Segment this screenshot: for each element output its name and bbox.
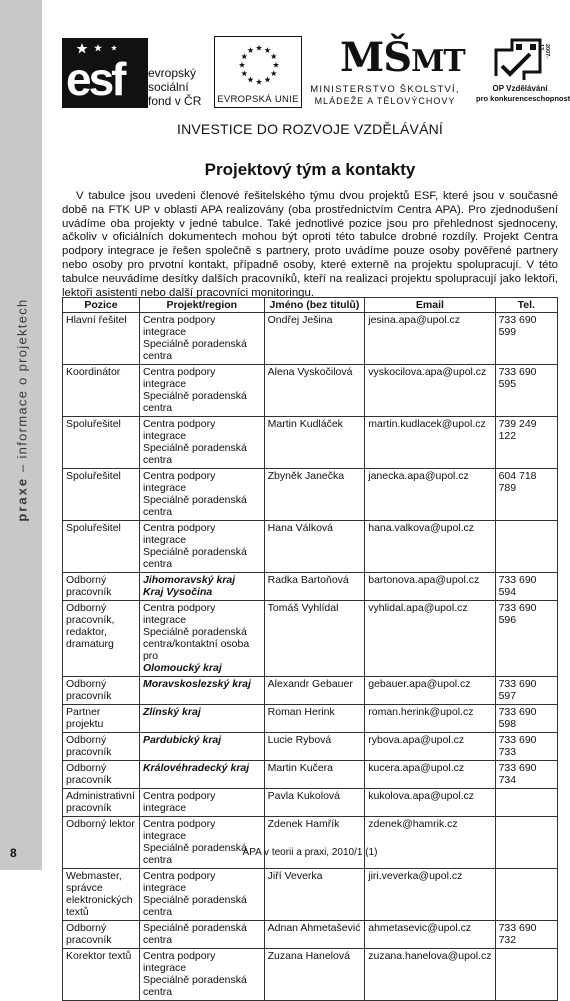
cell-tel: 733 690 596 xyxy=(495,601,557,677)
cell-jmeno: Martin Kudláček xyxy=(264,417,365,469)
table-row xyxy=(63,789,558,817)
cell-email[interactable]: kukolova.apa@upol.cz xyxy=(365,789,495,817)
side-section-label xyxy=(15,298,30,521)
col-header-projekt: Projekt/region xyxy=(139,298,264,313)
cell-jmeno: Hana Válková xyxy=(264,521,365,573)
cell-email[interactable]: roman.herink@upol.cz xyxy=(365,705,495,733)
cell-pozice: Spoluřešitel xyxy=(63,521,140,573)
table-row xyxy=(63,313,558,365)
cell-projekt-region: Olomoucký kraj xyxy=(142,662,222,674)
cell-projekt: Moravskoslezský kraj xyxy=(139,677,264,705)
eu-label: EVROPSKÁ UNIE xyxy=(217,94,299,105)
op-line2: pro konkurenceschopnost xyxy=(476,94,570,103)
page-number: 8 xyxy=(10,846,17,860)
cell-email[interactable]: martin.kudlacek@upol.cz xyxy=(365,417,495,469)
cell-projekt: Centra podpory integrace xyxy=(139,789,264,817)
table-row xyxy=(63,761,558,789)
cell-email[interactable]: kucera.apa@upol.cz xyxy=(365,761,495,789)
cell-email[interactable]: vyhlidal.apa@upol.cz xyxy=(365,601,495,677)
table-row xyxy=(63,949,558,1001)
cell-jmeno: Pavla Kukolová xyxy=(264,789,365,817)
op-emblem-icon xyxy=(488,36,548,82)
cell-projekt xyxy=(139,601,264,677)
esf-caption-line: fond v ČR xyxy=(148,94,202,108)
eu-stars-icon xyxy=(235,41,283,89)
cell-email[interactable]: jiri.veverka@upol.cz xyxy=(365,869,495,921)
cell-jmeno: Tomáš Vyhlídal xyxy=(264,601,365,677)
eu-star xyxy=(239,62,245,68)
cell-jmeno: Zbyněk Janečka xyxy=(264,469,365,521)
esf-logo xyxy=(62,38,148,108)
cell-jmeno: Alexandr Gebauer xyxy=(264,677,365,705)
cell-pozice: Administrativní pracovník xyxy=(63,789,140,817)
team-table xyxy=(62,297,558,1001)
cell-tel xyxy=(495,521,557,573)
cell-pozice: Webmaster, správce elektronických textů xyxy=(63,869,140,921)
cell-pozice: Odborný pracovník xyxy=(63,573,140,601)
msmt-line1: MINISTERSTVO ŠKOLSTVÍ, xyxy=(310,84,460,95)
cell-projekt: Centra podpory integrace Speciálně poradenská centra xyxy=(139,817,264,869)
cell-tel: 739 249 122 xyxy=(495,417,557,469)
table-row xyxy=(63,817,558,869)
cell-pozice: Odborný pracovník xyxy=(63,761,140,789)
page-title: Projektový tým a kontakty xyxy=(204,160,416,179)
table-row xyxy=(63,921,558,949)
esf-caption xyxy=(148,66,201,108)
cell-jmeno: Ondřej Ješina xyxy=(264,313,365,365)
esf-mark: esf xyxy=(66,53,124,105)
cell-jmeno: Jiří Veverka xyxy=(264,869,365,921)
cell-pozice: Spoluřešitel xyxy=(63,417,140,469)
cell-tel: 733 690 598 xyxy=(495,705,557,733)
cell-jmeno: Martin Kučera xyxy=(264,761,365,789)
cell-tel: 733 690 732 xyxy=(495,921,557,949)
col-header-jmeno: Jméno (bez titulů) xyxy=(264,298,365,313)
eu-star xyxy=(256,79,262,85)
journal-footer: APA v teorii a praxi, 2010/1 (1) xyxy=(242,847,378,858)
table-header-row xyxy=(63,298,558,313)
cell-projekt: Centra podpory integrace Speciálně poradenská centra xyxy=(139,365,264,417)
eu-star xyxy=(273,62,279,68)
msmt-mark-icon: MŠMT xyxy=(340,34,465,81)
cell-jmeno: Alena Vyskočilová xyxy=(264,365,365,417)
cell-projekt: Centra podpory integrace Speciálně poradenská centra xyxy=(139,869,264,921)
table-row xyxy=(63,601,558,677)
cell-tel xyxy=(495,869,557,921)
intro-paragraph: V tabulce jsou uvedeni členové řešitelského týmu dvou projektů ESF, které jsou v současné době na FTK UP v oblasti APA realizovány (oba prostřednictvím Centra APA). Pro zjednodušení uvádíme oba projekty v jedné tabulce. Také jednotlivé pozice jsou pro přehlednost sjednoceny, ačkoliv v oficiálních dokumentech mohou být oproti této tabulce drobné rozdíly. Projekt Centra podpory integrace je řešen společně s partnery, proto uvádíme pouze osoby pověřené partnery nebo osoby pro prvotní kontakt, případně osoby, které externě na projektu spolupracují. V této tabulce neuvádíme desítky dalších pracovníků, kteří na realizaci projektu spolupracují jako lektoři, lektoři asistenti nebo další pracovníci monitoringu. xyxy=(62,190,558,299)
cell-email[interactable]: hana.valkova@upol.cz xyxy=(365,521,495,573)
cell-jmeno: Radka Bartoňová xyxy=(264,573,365,601)
table-row xyxy=(63,869,558,921)
cell-tel: 733 690 594 xyxy=(495,573,557,601)
cell-pozice: Partner projektu xyxy=(63,705,140,733)
esf-caption-line: sociální xyxy=(148,80,189,94)
investice-tagline: INVESTICE DO ROZVOJE VZDĚLÁVÁNÍ xyxy=(176,121,444,137)
table-row xyxy=(63,417,558,469)
logo-strip xyxy=(62,34,570,114)
table-row xyxy=(63,573,558,601)
cell-jmeno: Roman Herink xyxy=(264,705,365,733)
col-header-pozice: Pozice xyxy=(63,298,140,313)
cell-projekt: Zlínský kraj xyxy=(139,705,264,733)
cell-tel: 733 690 734 xyxy=(495,761,557,789)
cell-pozice: Odborný pracovník xyxy=(63,921,140,949)
cell-tel: 733 690 599 xyxy=(495,313,557,365)
table-row xyxy=(63,469,558,521)
cell-projekt: Speciálně poradenská centra xyxy=(139,921,264,949)
op-line1: OP Vzdělávání xyxy=(492,84,548,93)
cell-jmeno: Adnan Ahmetašević xyxy=(264,921,365,949)
cell-pozice: Odborný pracovník xyxy=(63,677,140,705)
cell-email[interactable]: zuzana.hanelova@upol.cz xyxy=(365,949,495,1001)
eu-star xyxy=(247,77,253,83)
table-row xyxy=(63,521,558,573)
esf-caption-line: evropský xyxy=(148,66,197,80)
cell-projekt: Centra podpory integrace Speciálně poradenská centra xyxy=(139,469,264,521)
side-bar xyxy=(0,0,42,870)
cell-pozice: Odborný lektor xyxy=(63,817,140,869)
op-years: 2007-13 xyxy=(538,44,550,59)
cell-tel: 733 690 597 xyxy=(495,677,557,705)
side-label-rest: – informace o projektech xyxy=(14,298,30,477)
cell-pozice: Koordinátor xyxy=(63,365,140,417)
cell-tel xyxy=(495,789,557,817)
cell-email[interactable]: zdenek@hamrik.cz xyxy=(365,817,495,869)
cell-projekt: Centra podpory integrace Speciálně poradenská centra xyxy=(139,313,264,365)
table-row xyxy=(63,677,558,705)
cell-email[interactable]: gebauer.apa@upol.cz xyxy=(365,677,495,705)
eu-star xyxy=(264,77,270,83)
cell-email[interactable]: jesina.apa@upol.cz xyxy=(365,313,495,365)
cell-email[interactable]: bartonova.apa@upol.cz xyxy=(365,573,495,601)
cell-projekt: Pardubický kraj xyxy=(139,733,264,761)
cell-projekt: Jihomoravský kraj Kraj Vysočina xyxy=(139,573,264,601)
cell-pozice: Korektor textů xyxy=(63,949,140,1001)
eu-logo xyxy=(214,36,302,108)
eu-star xyxy=(241,53,247,59)
eu-star xyxy=(247,47,253,53)
col-header-tel: Tel. xyxy=(495,298,557,313)
cell-email[interactable]: ahmetasevic@upol.cz xyxy=(365,921,495,949)
cell-projekt: Centra podpory integrace Speciálně poradenská centra xyxy=(139,949,264,1001)
cell-email[interactable]: vyskocilova.apa@upol.cz xyxy=(365,365,495,417)
msmt-logo xyxy=(310,34,465,110)
cell-projekt: Centra podpory integrace Speciálně poradenská centra xyxy=(139,417,264,469)
cell-jmeno: Lucie Rybová xyxy=(264,733,365,761)
cell-email[interactable]: janecka.apa@upol.cz xyxy=(365,469,495,521)
cell-projekt: Královéhradecký kraj xyxy=(139,761,264,789)
msmt-line2: MLÁDEŽE A TĚLOVÝCHOVY xyxy=(314,96,456,106)
cell-pozice: Odborný pracovník xyxy=(63,733,140,761)
cell-tel xyxy=(495,817,557,869)
cell-tel: 733 690 733 xyxy=(495,733,557,761)
side-label-bold: praxe xyxy=(14,476,30,522)
cell-tel: 733 690 595 xyxy=(495,365,557,417)
eu-star xyxy=(264,47,270,53)
op-logo xyxy=(476,34,570,112)
table-row xyxy=(63,733,558,761)
cell-pozice: Spoluřešitel xyxy=(63,469,140,521)
eu-star xyxy=(241,70,247,76)
cell-tel: 604 718 789 xyxy=(495,469,557,521)
cell-jmeno: Zdenek Hamřík xyxy=(264,817,365,869)
cell-email[interactable]: rybova.apa@upol.cz xyxy=(365,733,495,761)
cell-pozice: Odborný pracovník, redaktor, dramaturg xyxy=(63,601,140,677)
table-row xyxy=(63,365,558,417)
eu-star xyxy=(256,45,262,51)
cell-projekt-plain: Centra podpory integrace Speciálně poradenská centra/kontaktní osoba pro xyxy=(142,602,250,662)
eu-star xyxy=(271,70,277,76)
table-row xyxy=(63,705,558,733)
cell-jmeno: Zuzana Hanelová xyxy=(264,949,365,1001)
cell-tel xyxy=(495,949,557,1001)
eu-star xyxy=(271,53,277,59)
col-header-email: Email xyxy=(365,298,495,313)
cell-pozice: Hlavní řešitel xyxy=(63,313,140,365)
cell-projekt: Centra podpory integrace Speciálně poradenská centra xyxy=(139,521,264,573)
